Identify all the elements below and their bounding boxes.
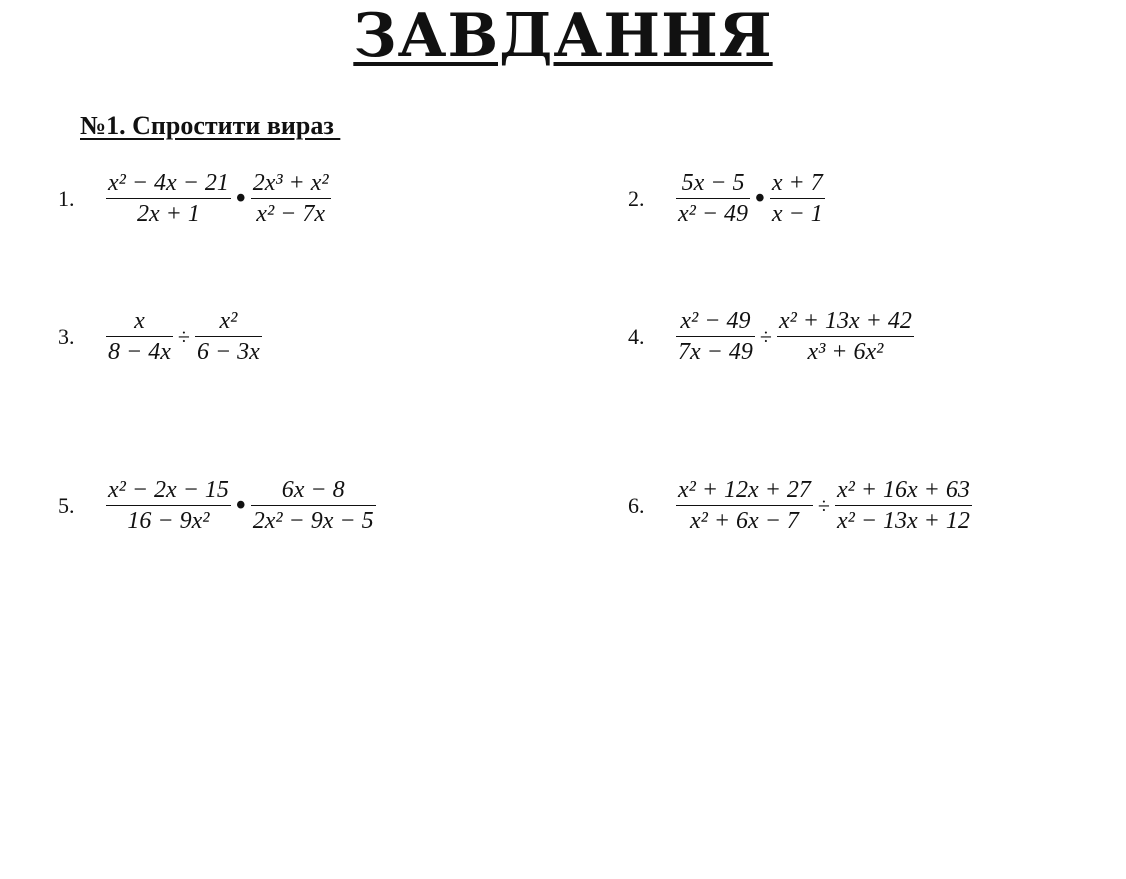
task-expression <box>103 168 334 229</box>
task-number: 3. <box>58 323 75 349</box>
denominator: x³ + 6x² <box>807 339 884 365</box>
section-heading: №1. Спростити вираз <box>80 111 341 140</box>
fraction-left <box>673 306 758 367</box>
numerator: x² + 12x + 27 <box>676 475 813 506</box>
multiply-operator: • <box>235 489 246 521</box>
task-5 <box>58 475 379 536</box>
numerator: 2x³ + x² <box>251 168 331 199</box>
denominator: x² − 13x + 12 <box>836 508 970 534</box>
denominator: 6 − 3x <box>196 339 260 365</box>
fraction-left <box>673 475 816 536</box>
task-6 <box>628 475 975 536</box>
fraction-right <box>248 475 379 536</box>
task-number: 6. <box>628 492 645 518</box>
page-title <box>0 2 1126 70</box>
fraction-right <box>767 168 828 229</box>
fraction-right <box>774 306 917 367</box>
numerator: x² + 13x + 42 <box>777 306 914 337</box>
task-expression <box>673 475 975 536</box>
task-3 <box>58 306 265 367</box>
fraction-right <box>832 475 975 536</box>
task-number: 4. <box>628 323 645 349</box>
task-expression <box>103 475 379 536</box>
numerator: x² − 49 <box>676 306 755 337</box>
numerator: x² − 4x − 21 <box>106 168 231 199</box>
denominator: x² − 7x <box>256 201 325 227</box>
divide-operator: ÷ <box>817 492 830 518</box>
fraction-right <box>248 168 334 229</box>
denominator: 8 − 4x <box>108 339 171 365</box>
numerator: x <box>106 306 173 337</box>
denominator: 2x + 1 <box>137 201 200 227</box>
divide-operator: ÷ <box>759 323 772 349</box>
task-expression <box>673 168 828 229</box>
task-number: 5. <box>58 492 75 518</box>
task-expression <box>103 306 265 367</box>
fraction-right <box>192 306 265 367</box>
task-2 <box>628 168 828 229</box>
numerator: x + 7 <box>770 168 825 199</box>
numerator: x² + 16x + 63 <box>835 475 972 506</box>
fraction-left <box>103 306 176 367</box>
denominator: x − 1 <box>771 201 823 227</box>
numerator: x² <box>195 306 262 337</box>
fraction-left <box>103 475 234 536</box>
fraction-left <box>103 168 234 229</box>
divide-operator: ÷ <box>177 323 190 349</box>
page-title-text: ЗАВДАННЯ <box>353 1 773 71</box>
denominator: x² − 49 <box>678 201 749 227</box>
numerator: 6x − 8 <box>251 475 376 506</box>
denominator: 2x² − 9x − 5 <box>252 508 374 534</box>
numerator: x² − 2x − 15 <box>106 475 231 506</box>
task-number: 1. <box>58 185 75 211</box>
numerator: 5x − 5 <box>676 168 750 199</box>
denominator: x² + 6x − 7 <box>690 508 799 534</box>
denominator: 7x − 49 <box>678 339 753 365</box>
task-4 <box>628 306 917 367</box>
multiply-operator: • <box>235 182 246 214</box>
fraction-left <box>673 168 753 229</box>
task-number: 2. <box>628 185 645 211</box>
multiply-operator: • <box>755 182 765 214</box>
task-expression <box>673 306 917 367</box>
task-1 <box>58 168 334 229</box>
denominator: 16 − 9x² <box>127 508 210 534</box>
